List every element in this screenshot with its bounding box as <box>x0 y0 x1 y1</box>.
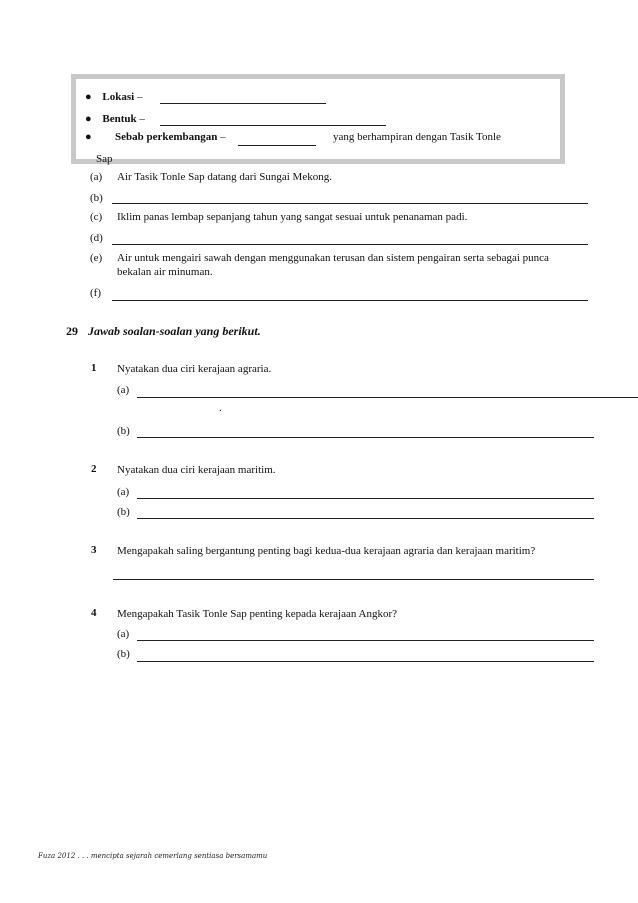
answer-line[interactable] <box>137 498 594 499</box>
list-text: Air Tasik Tonle Sap datang dari Sungai Mekong. <box>117 171 332 183</box>
answer-mark: (a) <box>117 384 130 396</box>
question-number: 29 <box>66 324 78 338</box>
sub-question-number: 2 <box>91 463 97 475</box>
sub-question-number: 1 <box>91 362 97 374</box>
box-overflow-text: Sap <box>96 153 113 165</box>
answer-line[interactable] <box>137 397 638 398</box>
box-item-label: Bentuk <box>102 113 137 125</box>
box-item-bentuk <box>85 112 145 126</box>
list-text-continued: bekalan air minuman. <box>117 266 213 278</box>
box-item-sebab <box>85 130 92 144</box>
box-item-label: Sebab perkembangan <box>115 131 218 143</box>
bullet-icon: ● <box>85 113 92 125</box>
info-box-frame <box>71 74 565 164</box>
answer-line[interactable] <box>112 203 588 204</box>
box-item-dash: – <box>136 113 145 125</box>
answer-mark: (a) <box>117 628 130 640</box>
list-mark: (c) <box>90 211 103 223</box>
list-mark: (d) <box>90 232 103 244</box>
answer-line[interactable] <box>160 103 326 104</box>
answer-mark: (b) <box>117 506 130 518</box>
list-mark: (a) <box>90 171 103 183</box>
answer-line[interactable] <box>112 300 588 301</box>
box-item-dash: – <box>217 131 226 143</box>
box-item-sebab-label <box>115 130 226 144</box>
box-item-dash: – <box>134 91 143 103</box>
answer-line[interactable] <box>137 518 594 519</box>
list-mark: (f) <box>90 287 101 299</box>
sub-question-text: Mengapakah Tasik Tonle Sap penting kepada kerajaan Angkor? <box>117 608 397 620</box>
list-mark: (b) <box>90 192 103 204</box>
sub-question-text: Nyatakan dua ciri kerajaan agraria. <box>117 363 272 375</box>
answer-mark: (b) <box>117 425 130 437</box>
answer-mark: (a) <box>117 486 130 498</box>
sub-question-number: 3 <box>91 544 97 556</box>
sub-question-text: Mengapakah saling bergantung penting bagi kedua-dua kerajaan agraria dan kerajaan maritim? <box>117 545 536 557</box>
list-text: Air untuk mengairi sawah dengan menggunakan terusan dan sistem pengairan serta sebagai punca <box>117 252 549 264</box>
bullet-icon: ● <box>85 131 92 143</box>
answer-line[interactable] <box>137 640 594 641</box>
page-footer: Fuza 2012 . . . mencipta sejarah cemerlang sentiasa bersamamu <box>38 852 268 860</box>
bullet-icon: ● <box>85 91 92 103</box>
answer-line[interactable] <box>137 437 594 438</box>
answer-line[interactable] <box>238 145 316 146</box>
sub-question-text: Nyatakan dua ciri kerajaan maritim. <box>117 464 276 476</box>
box-item-label: Lokasi <box>102 91 135 103</box>
list-mark: (e) <box>90 252 103 264</box>
box-item-lokasi <box>85 90 142 104</box>
sub-question-number: 4 <box>91 607 97 619</box>
stray-dot: . <box>219 402 222 414</box>
answer-line[interactable] <box>137 661 594 662</box>
answer-line[interactable] <box>112 244 588 245</box>
box-item-tail: yang berhampiran dengan Tasik Tonle <box>333 131 501 143</box>
answer-line[interactable] <box>160 125 386 126</box>
answer-mark: (b) <box>117 648 130 660</box>
answer-line[interactable] <box>113 579 594 580</box>
list-text: Iklim panas lembap sepanjang tahun yang sangat sesuai untuk penanaman padi. <box>117 211 468 223</box>
question-title: Jawab soalan-soalan yang berikut. <box>88 324 261 338</box>
